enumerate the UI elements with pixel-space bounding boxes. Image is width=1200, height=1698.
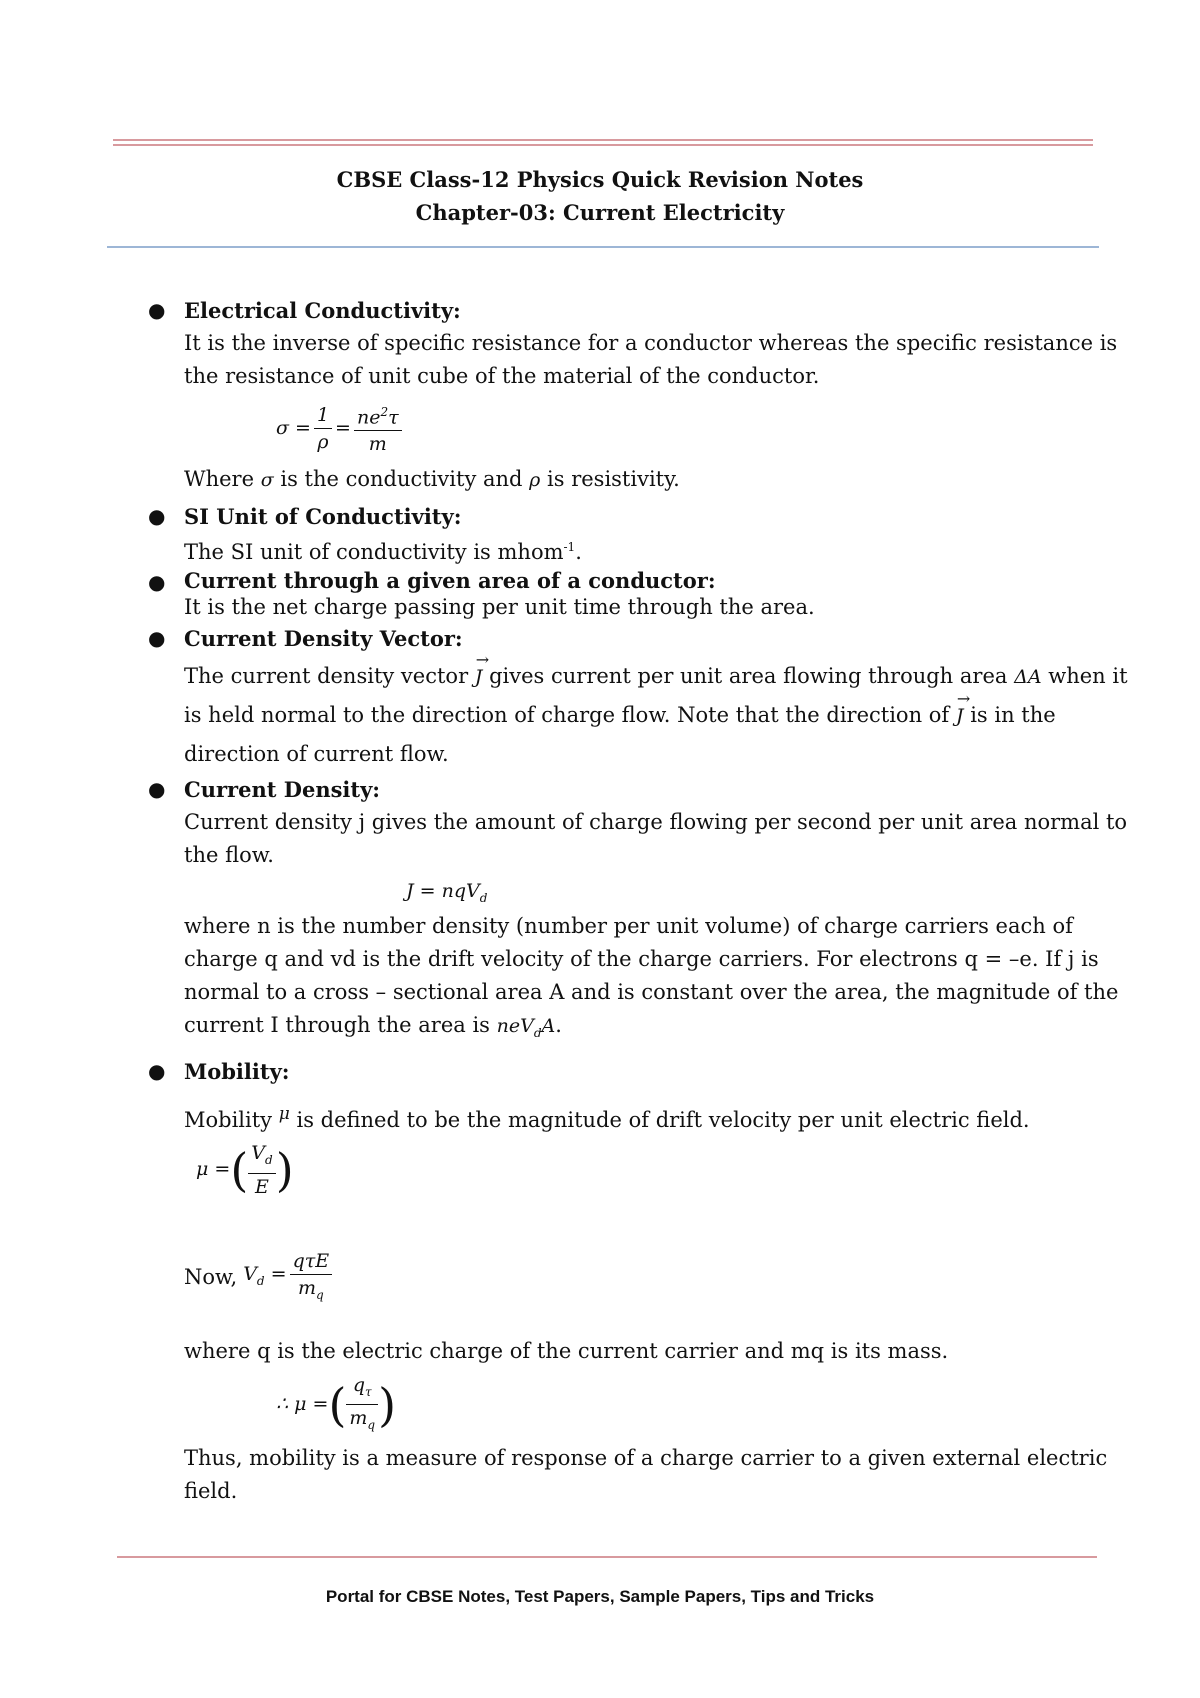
mobility-definition: Mobility $^\mu$ is defined to be the magnitude of drift velocity per unit electric field. [184, 1103, 1030, 1132]
section-text: The SI unit of conductivity is mhom$^{-1}$. [184, 540, 582, 564]
section-conductivity [140, 294, 1130, 497]
mobility-where: where q is the electric charge of the current carrier and mq is its mass. [184, 1338, 949, 1363]
footer-rule [117, 1556, 1097, 1558]
bullet-icon: ● [148, 570, 166, 594]
section-text: It is the inverse of specific resistance for a conductor whereas the specific resistance is the resistance of unit cube of the material of the conductor. [184, 331, 1118, 388]
section-si-unit [140, 500, 1130, 566]
section-density-vector [140, 622, 1130, 773]
section-title: Current through a given area of a conductor: [184, 568, 716, 593]
bullet-icon: ● [148, 298, 166, 322]
mobility-equation: μ = ( $\frac{V_d}{E}$ ) [196, 1141, 294, 1198]
header-rule-top [113, 139, 1093, 141]
j-vector-symbol: → J [956, 697, 964, 735]
notes-content [140, 294, 1130, 1508]
chapter-title: Chapter-03: Current Electricity [415, 200, 785, 225]
header-rule-bottom [107, 246, 1099, 248]
section-current-area [140, 566, 1130, 619]
bullet-icon: ● [148, 626, 166, 650]
section-text: The current density vector → J gives current per unit area flowing through area ΔA when it is held normal to the direction of charge flow. Note that the direction of → J is in the direction of current flow. [184, 657, 1130, 773]
j-vector-symbol: → J [475, 658, 483, 696]
section-text: Current density j gives the amount of charge flowing per second per unit area normal to the flow. [184, 810, 1128, 867]
page-header [0, 163, 1200, 229]
density-explanation: where n is the number density (number per unit volume) of charge carriers each of charge q and vd is the drift velocity of the charge carriers. For electrons q = –e. If j is normal to a cross – sectional area A and is constant over the area, the magnitude of the current I through the area is neV$_d$A. [184, 914, 1119, 1040]
conductivity-equation: σ = $\frac{1}{\rho}$ = $\frac{ne^2\tau}{m}$ [276, 393, 1130, 463]
section-mobility [140, 1055, 1130, 1508]
bullet-icon: ● [148, 777, 166, 801]
drift-velocity-equation: Now, $V_d$ = $\frac{\text{qτE}}{m_q}$ [184, 1243, 1130, 1313]
current-density-equation: J = nqV$_d$ [406, 880, 488, 905]
section-text: It is the net charge passing per unit time through the area. [184, 595, 815, 619]
bullet-icon: ● [148, 504, 166, 528]
header-rule-top-2 [113, 144, 1093, 146]
page-title: CBSE Class-12 Physics Quick Revision Notes [336, 167, 864, 192]
section-title: SI Unit of Conductivity: [184, 504, 462, 529]
conductivity-where: Where σ is the conductivity and ρ is resistivity. [184, 467, 680, 491]
mobility-result-equation: ∴ μ = ( $\frac{q_\tau}{m_q}$ ) [276, 1373, 397, 1433]
mobility-conclusion: Thus, mobility is a measure of response of a charge carrier to a given external electric field. [184, 1445, 1108, 1503]
section-title: Current Density Vector: [184, 626, 463, 651]
bullet-icon: ● [148, 1058, 166, 1083]
section-title: Electrical Conductivity: [184, 298, 461, 323]
section-title: Mobility: [184, 1058, 290, 1084]
section-title: Current Density: [184, 777, 381, 802]
section-current-density [140, 773, 1130, 1050]
page-footer: Portal for CBSE Notes, Test Papers, Sample Papers, Tips and Tricks [325, 1587, 875, 1606]
